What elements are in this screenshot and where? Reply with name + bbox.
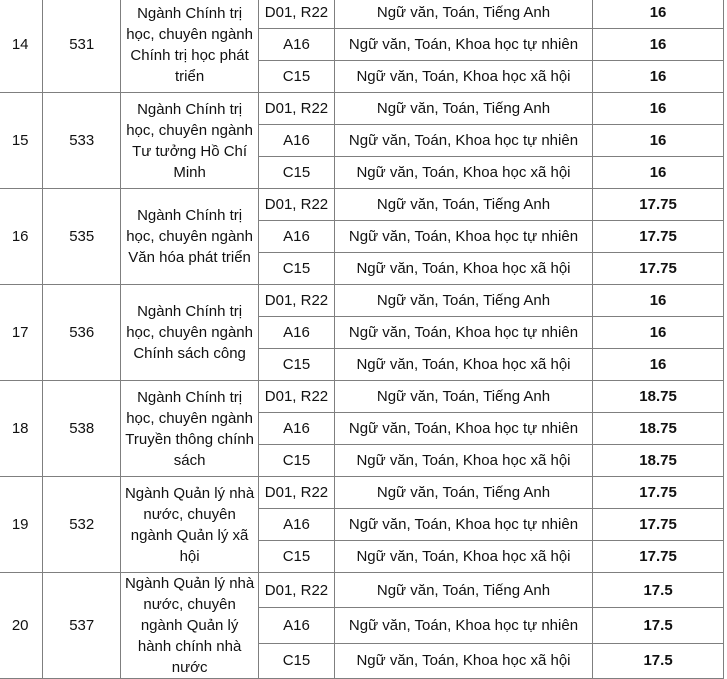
subject-group-code-cell: A16 <box>259 221 335 253</box>
subjects-cell: Ngữ văn, Toán, Khoa học xã hội <box>334 61 592 93</box>
major-code-cell: 536 <box>43 285 121 381</box>
subjects-cell: Ngữ văn, Toán, Khoa học tự nhiên <box>334 221 592 253</box>
score-cell: 16 <box>593 125 724 157</box>
major-name-cell: Ngành Chính trị học, chuyên ngành Chính trị học phát triển <box>121 0 259 93</box>
table-row <box>0 381 724 413</box>
subjects-cell: Ngữ văn, Toán, Tiếng Anh <box>334 573 592 608</box>
table-row <box>0 285 724 317</box>
subject-group-code-cell: C15 <box>259 541 335 573</box>
subjects-cell: Ngữ văn, Toán, Khoa học tự nhiên <box>334 29 592 61</box>
major-code-cell: 535 <box>43 189 121 285</box>
score-cell: 16 <box>593 157 724 189</box>
table-row <box>0 477 724 509</box>
major-name-cell: Ngành Chính trị học, chuyên ngành Truyền thông chính sách <box>121 381 259 477</box>
subjects-cell: Ngữ văn, Toán, Khoa học tự nhiên <box>334 608 592 643</box>
subjects-cell: Ngữ văn, Toán, Khoa học tự nhiên <box>334 413 592 445</box>
major-code-cell: 537 <box>43 573 121 679</box>
subjects-cell: Ngữ văn, Toán, Khoa học xã hội <box>334 643 592 678</box>
subjects-cell: Ngữ văn, Toán, Khoa học tự nhiên <box>334 125 592 157</box>
major-name-cell: Ngành Chính trị học, chuyên ngành Chính sách công <box>121 285 259 381</box>
row-number-cell: 17 <box>0 285 43 381</box>
table-row <box>0 573 724 608</box>
subject-group-code-cell: A16 <box>259 608 335 643</box>
score-cell: 17.5 <box>593 608 724 643</box>
major-name-cell: Ngành Chính trị học, chuyên ngành Tư tưởng Hồ Chí Minh <box>121 93 259 189</box>
subjects-cell: Ngữ văn, Toán, Khoa học xã hội <box>334 157 592 189</box>
score-cell: 16 <box>593 0 724 29</box>
subject-group-code-cell: C15 <box>259 61 335 93</box>
subject-group-code-cell: D01, R22 <box>259 285 335 317</box>
subject-group-code-cell: C15 <box>259 157 335 189</box>
score-cell: 16 <box>593 29 724 61</box>
score-cell: 16 <box>593 285 724 317</box>
score-cell: 17.75 <box>593 253 724 285</box>
score-cell: 17.75 <box>593 541 724 573</box>
subject-group-code-cell: C15 <box>259 643 335 678</box>
subject-group-code-cell: D01, R22 <box>259 573 335 608</box>
major-name-cell: Ngành Chính trị học, chuyên ngành Văn hóa phát triển <box>121 189 259 285</box>
score-cell: 16 <box>593 349 724 381</box>
score-cell: 17.75 <box>593 221 724 253</box>
subjects-cell: Ngữ văn, Toán, Tiếng Anh <box>334 285 592 317</box>
subject-group-code-cell: D01, R22 <box>259 381 335 413</box>
score-cell: 16 <box>593 61 724 93</box>
subjects-cell: Ngữ văn, Toán, Tiếng Anh <box>334 189 592 221</box>
row-number-cell: 15 <box>0 93 43 189</box>
subjects-cell: Ngữ văn, Toán, Khoa học tự nhiên <box>334 317 592 349</box>
subject-group-code-cell: A16 <box>259 509 335 541</box>
score-cell: 18.75 <box>593 381 724 413</box>
score-cell: 16 <box>593 93 724 125</box>
row-number-cell: 18 <box>0 381 43 477</box>
row-number-cell: 19 <box>0 477 43 573</box>
subjects-cell: Ngữ văn, Toán, Tiếng Anh <box>334 0 592 29</box>
major-code-cell: 532 <box>43 477 121 573</box>
row-number-cell: 14 <box>0 0 43 93</box>
score-cell: 17.75 <box>593 189 724 221</box>
table-row <box>0 93 724 125</box>
subjects-cell: Ngữ văn, Toán, Tiếng Anh <box>334 93 592 125</box>
score-cell: 17.75 <box>593 509 724 541</box>
score-cell: 17.5 <box>593 573 724 608</box>
row-number-cell: 20 <box>0 573 43 679</box>
subject-group-code-cell: C15 <box>259 445 335 477</box>
table-row <box>0 0 724 29</box>
subject-group-code-cell: D01, R22 <box>259 93 335 125</box>
subjects-cell: Ngữ văn, Toán, Khoa học xã hội <box>334 349 592 381</box>
score-cell: 16 <box>593 317 724 349</box>
score-cell: 17.5 <box>593 643 724 678</box>
subjects-cell: Ngữ văn, Toán, Khoa học xã hội <box>334 445 592 477</box>
subject-group-code-cell: A16 <box>259 125 335 157</box>
row-number-cell: 16 <box>0 189 43 285</box>
subject-group-code-cell: D01, R22 <box>259 0 335 29</box>
subject-group-code-cell: D01, R22 <box>259 477 335 509</box>
subjects-cell: Ngữ văn, Toán, Khoa học xã hội <box>334 541 592 573</box>
score-cell: 18.75 <box>593 445 724 477</box>
subject-group-code-cell: A16 <box>259 413 335 445</box>
subjects-cell: Ngữ văn, Toán, Tiếng Anh <box>334 381 592 413</box>
subject-group-code-cell: D01, R22 <box>259 189 335 221</box>
subjects-cell: Ngữ văn, Toán, Tiếng Anh <box>334 477 592 509</box>
table-row <box>0 189 724 221</box>
major-name-cell: Ngành Quản lý nhà nước, chuyên ngành Quản lý xã hội <box>121 477 259 573</box>
major-code-cell: 531 <box>43 0 121 93</box>
score-cell: 18.75 <box>593 413 724 445</box>
subjects-cell: Ngữ văn, Toán, Khoa học tự nhiên <box>334 509 592 541</box>
subject-group-code-cell: C15 <box>259 349 335 381</box>
subject-group-code-cell: A16 <box>259 317 335 349</box>
subject-group-code-cell: A16 <box>259 29 335 61</box>
subjects-cell: Ngữ văn, Toán, Khoa học xã hội <box>334 253 592 285</box>
major-code-cell: 538 <box>43 381 121 477</box>
subject-group-code-cell: C15 <box>259 253 335 285</box>
major-code-cell: 533 <box>43 93 121 189</box>
major-name-cell: Ngành Quản lý nhà nước, chuyên ngành Quản lý hành chính nhà nước <box>121 573 259 679</box>
score-cell: 17.75 <box>593 477 724 509</box>
